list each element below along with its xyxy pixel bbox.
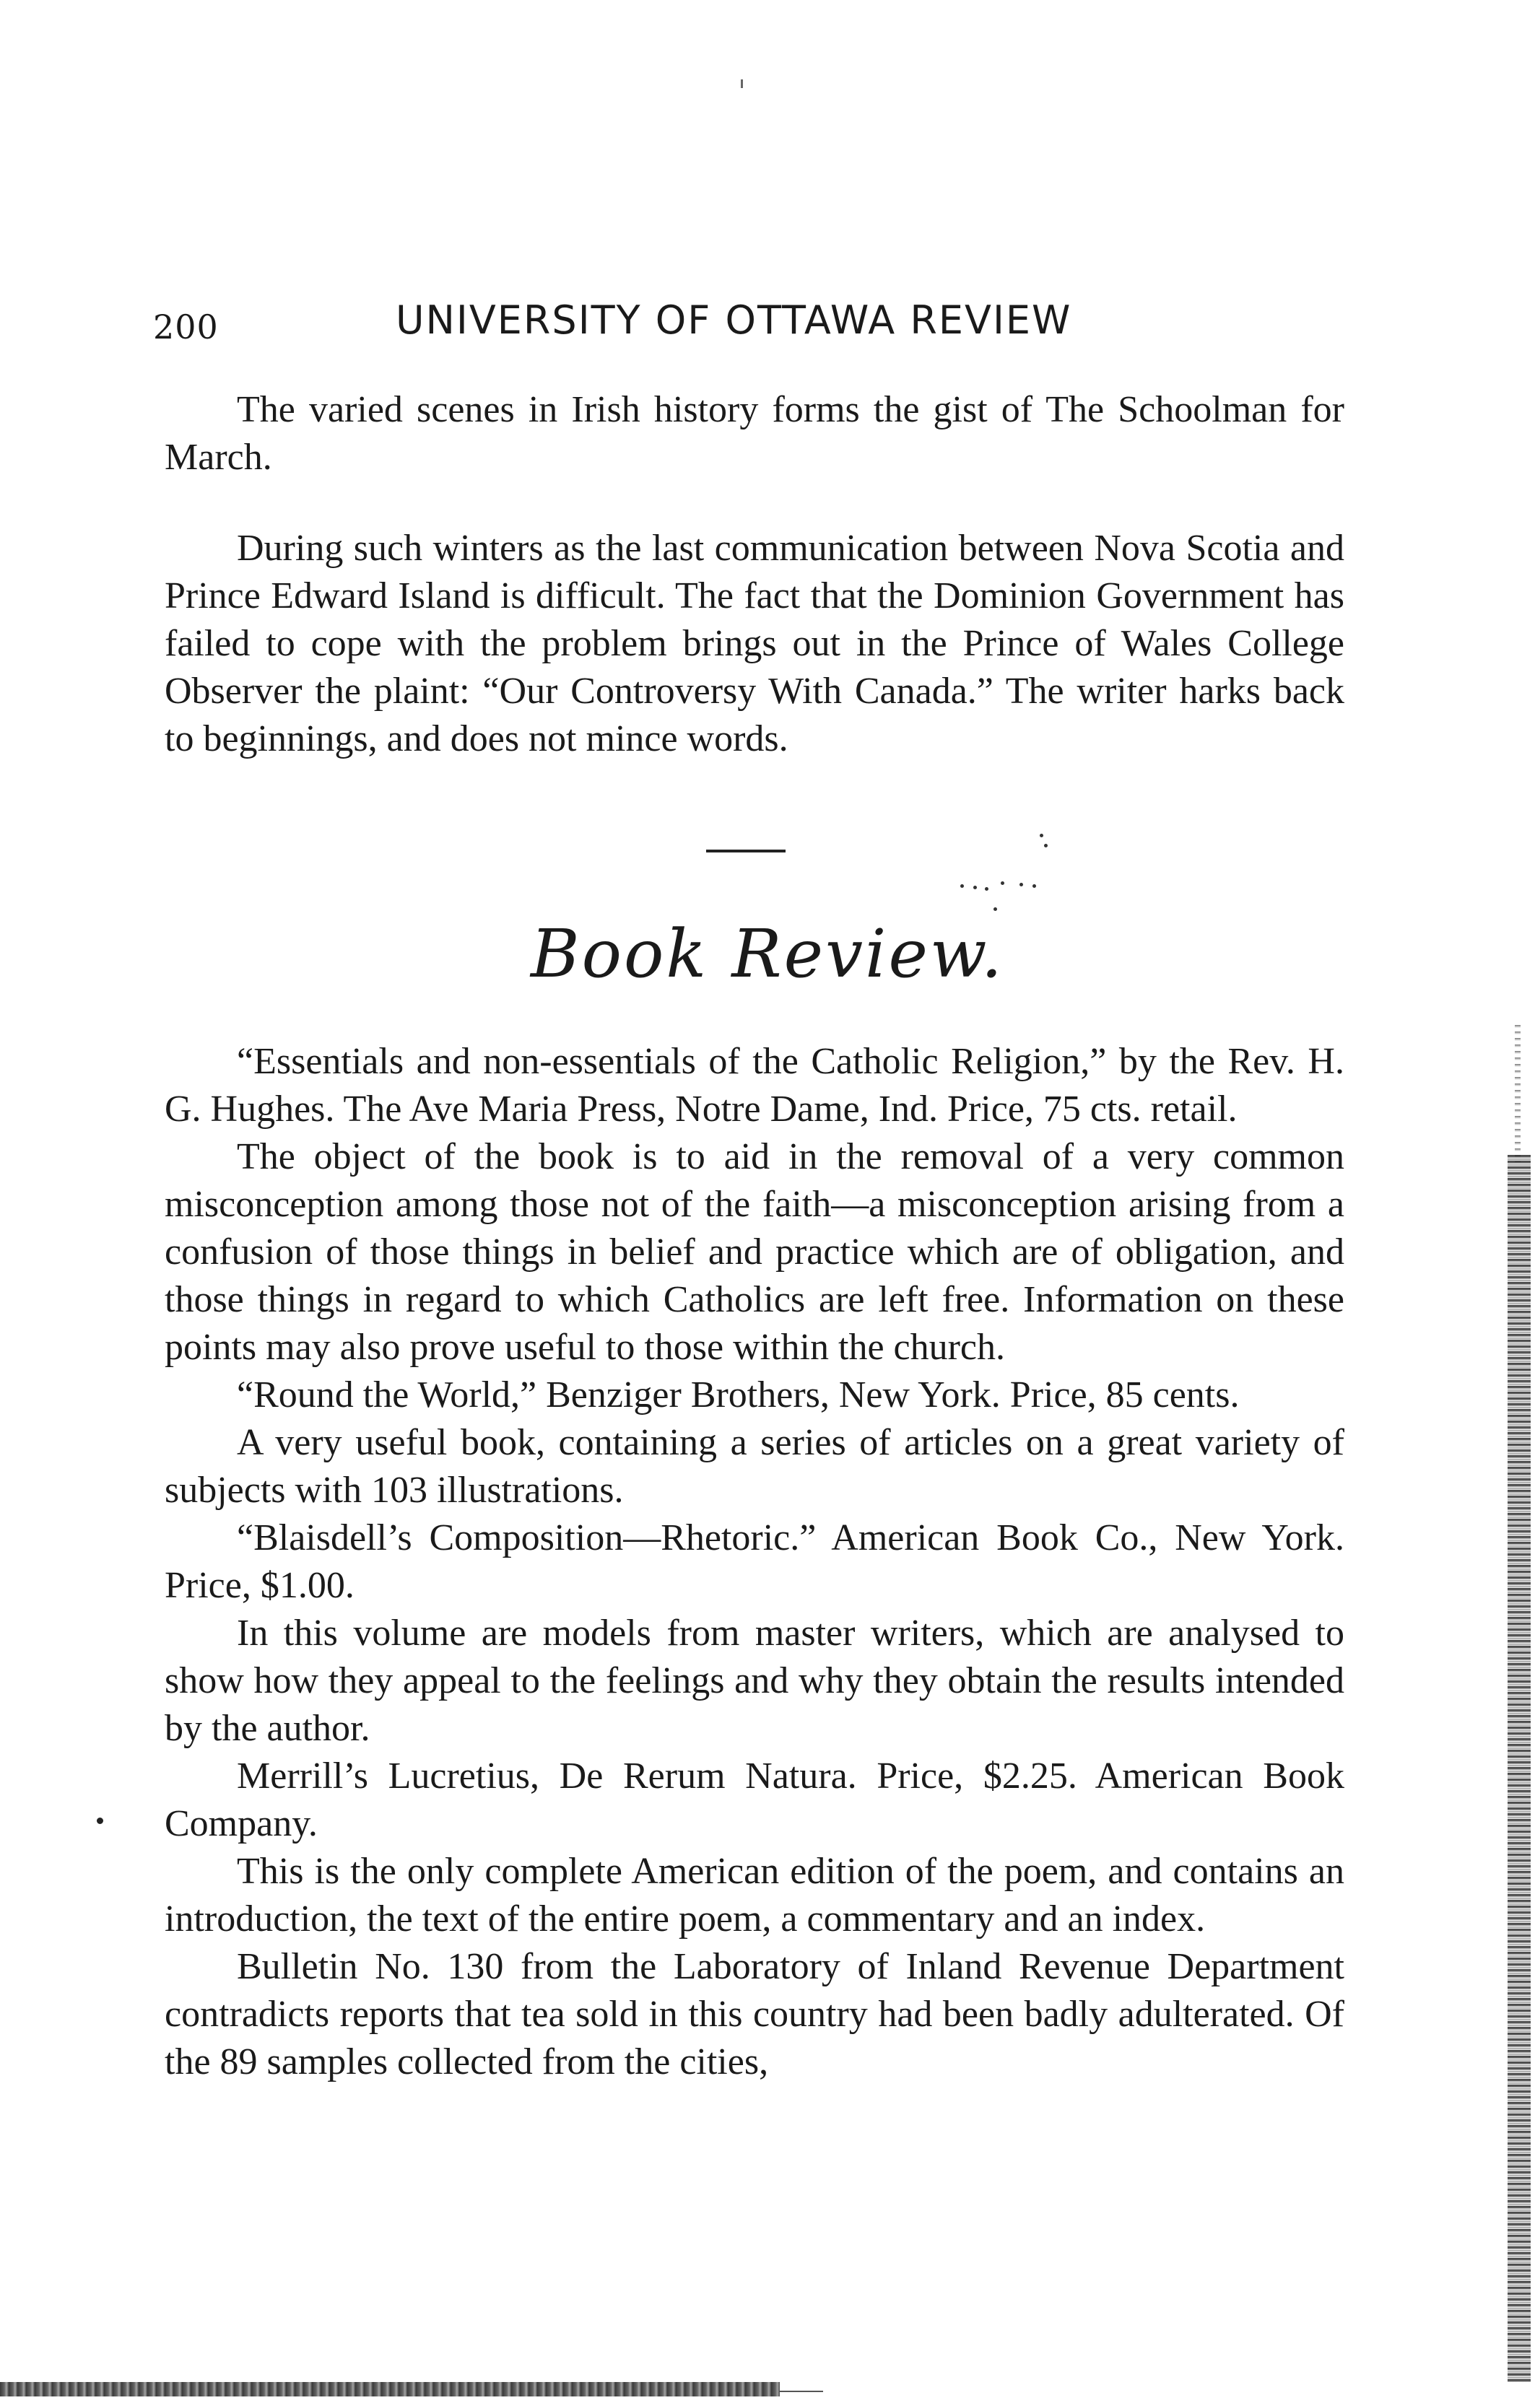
review-paragraph: The object of the book is to aid in the removal of a very common misconception among those not of the faith—a misconception arising from a confusion of those things in belief and practice which are of obligation, and those things in regard to which Catholics are left free. Information on these points may also prove useful to those within the church. bbox=[165, 1136, 1344, 1368]
scan-bottom-artifact bbox=[0, 2382, 780, 2396]
review-paragraph: “Round the World,” Benziger Brothers, New York. Price, 85 cents. bbox=[237, 1374, 1240, 1415]
scan-edge-artifact bbox=[1515, 1025, 1521, 1162]
page-header bbox=[153, 297, 1380, 348]
review-paragraph: This is the only complete American edition of the poem, and contains an introduction, the text of the entire poem, a commentary and an index. bbox=[165, 1851, 1344, 1940]
section-heading: Book Review. bbox=[530, 915, 1004, 993]
scan-dot bbox=[97, 1818, 103, 1824]
review-paragraph: Bulletin No. 130 from the Laboratory of Inland Revenue Department contradicts reports that tea sold in this country had been badly adulterated. Of the 89 samples collected from the cities, bbox=[165, 1946, 1344, 2082]
review-paragraph: “Blaisdell’s Composition—Rhetoric.” American Book Co., New York. Price, $1.00. bbox=[165, 1517, 1344, 1606]
intro-section bbox=[165, 386, 1344, 763]
review-paragraph: Merrill’s Lucretius, De Rerum Natura. Price, $2.25. American Book Company. bbox=[165, 1755, 1344, 1844]
intro-paragraph: During such winters as the last communication between Nova Scotia and Prince Edward Island is difficult. The fact that the Dominion Government has failed to cope with the problem brings out in the Prince of Wales College Observer the plaint: “Our Controversy With Canada.” The writer harks back to beginnings, and does not mince words. bbox=[165, 528, 1344, 759]
book-review-section bbox=[165, 1038, 1344, 2086]
running-title: UNIVERSITY OF OTTAWA REVIEW bbox=[396, 297, 1072, 343]
scan-specks bbox=[953, 826, 1054, 920]
page-number: 200 bbox=[153, 307, 219, 346]
scan-edge-artifact bbox=[1508, 1155, 1531, 2382]
review-paragraph: A very useful book, containing a series of articles on a great variety of subjects with 103 illustrations. bbox=[165, 1422, 1344, 1511]
intro-paragraph: The varied scenes in Irish history forms the gist of The Schoolman for March. bbox=[165, 389, 1344, 478]
section-divider bbox=[706, 850, 786, 852]
scan-mark bbox=[741, 79, 743, 88]
review-paragraph: In this volume are models from master writers, which are analysed to show how they appeal to the feelings and why they obtain the results intended by the author. bbox=[165, 1613, 1344, 1749]
review-paragraph: “Essentials and non-essentials of the Catholic Religion,” by the Rev. H. G. Hughes. The Ave Maria Press, Notre Dame, Ind. Price, 75 cts. retail. bbox=[165, 1041, 1344, 1130]
scan-bottom-rule bbox=[780, 2391, 823, 2392]
